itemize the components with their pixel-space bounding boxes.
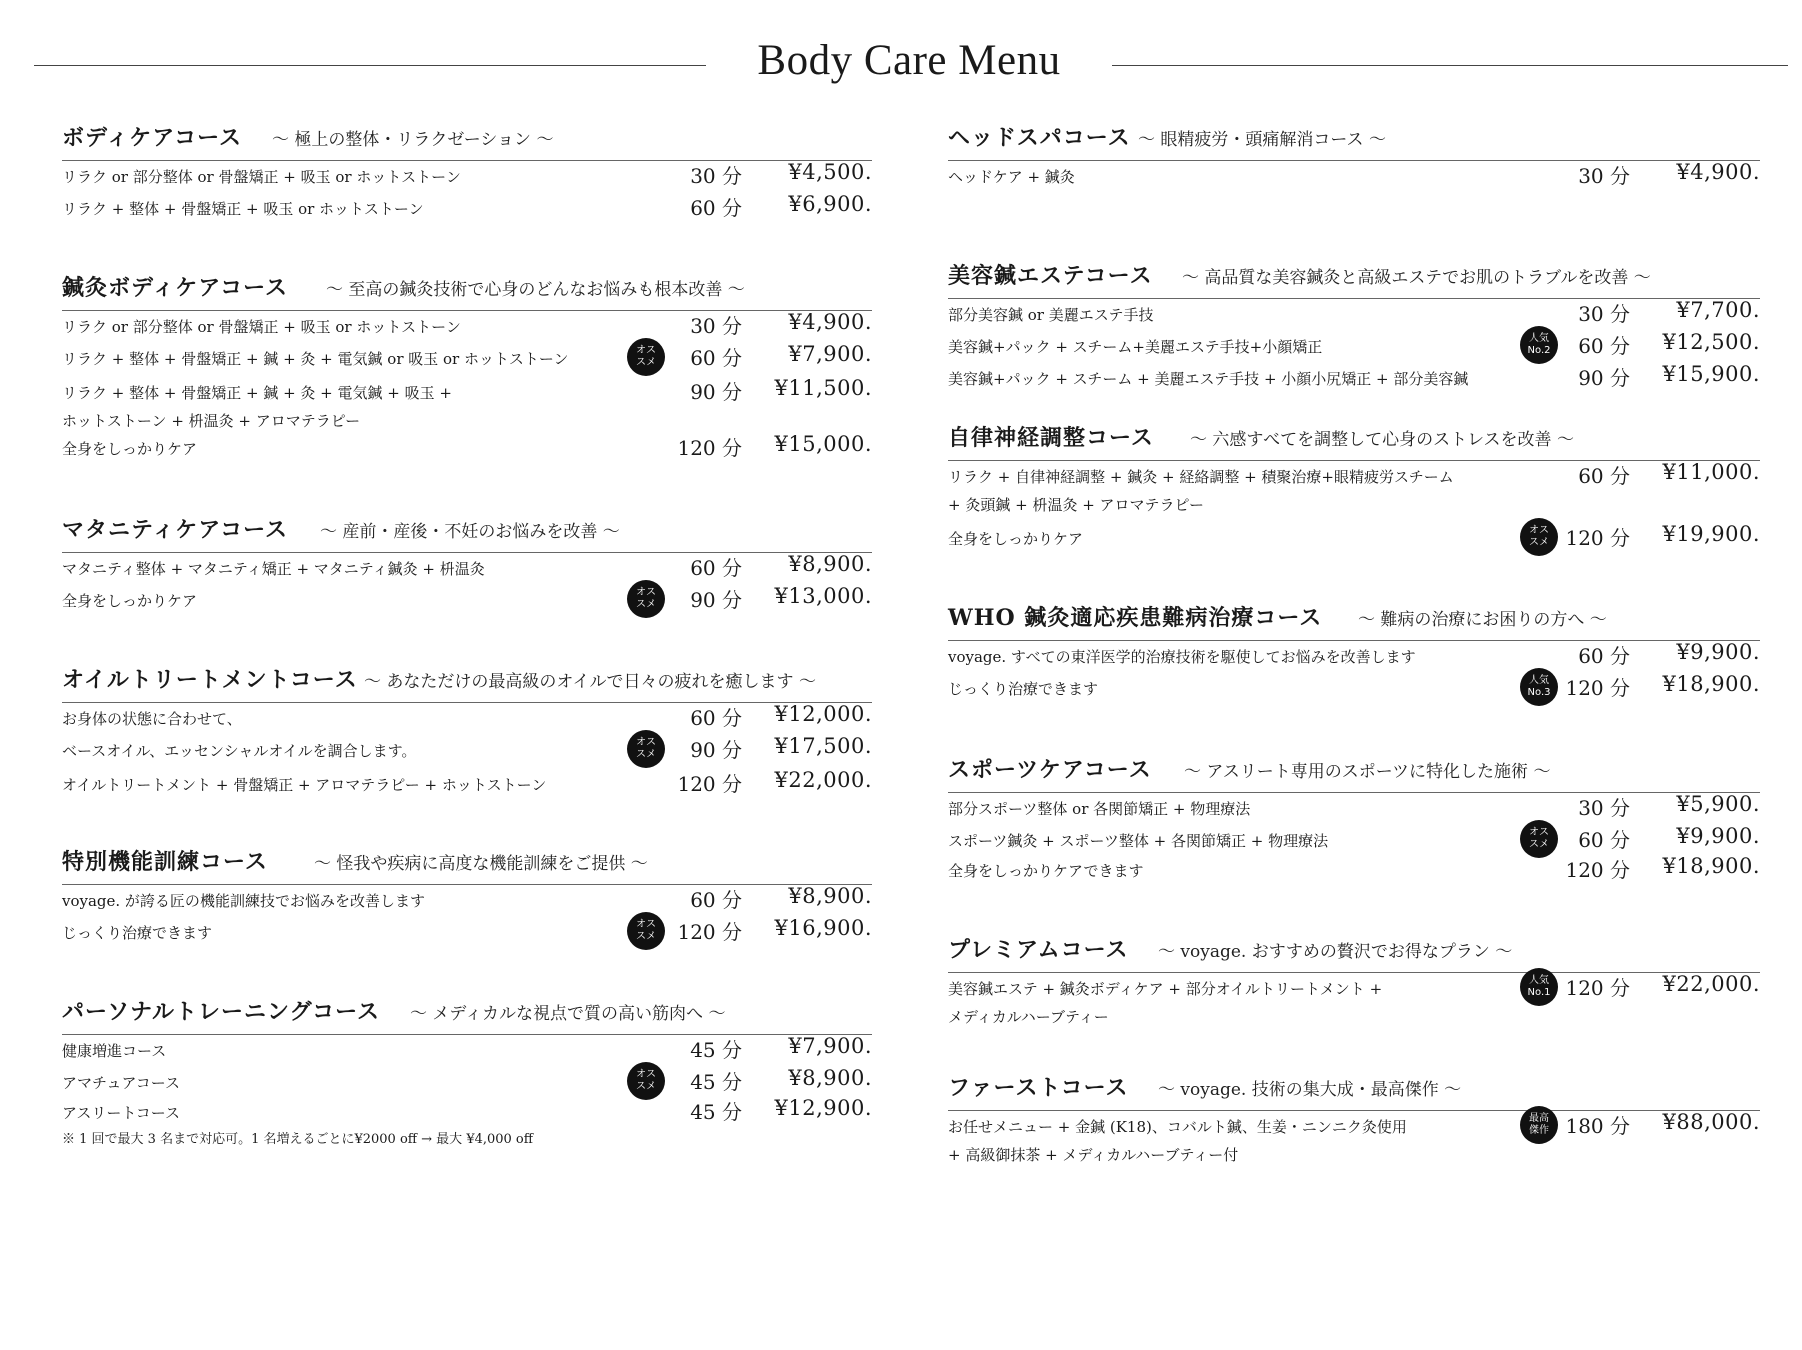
item-price: ¥17,500. xyxy=(774,734,872,758)
section-header xyxy=(62,992,872,1035)
section-header xyxy=(948,598,1760,641)
item-description: お身体の状態に合わせて、 xyxy=(62,710,242,728)
menu-item xyxy=(948,850,1760,884)
item-price: ¥12,000. xyxy=(774,702,872,726)
item-description: 全身をしっかりケア xyxy=(948,530,1084,548)
item-price: ¥18,900. xyxy=(1662,854,1760,878)
menu-item xyxy=(948,968,1760,1026)
section-header xyxy=(948,750,1760,793)
menu-item xyxy=(62,912,872,946)
item-description: リラク or 部分整体 or 骨盤矯正 + 吸玉 or ホットストーン xyxy=(62,318,461,336)
item-description: 健康増進コース xyxy=(62,1042,167,1060)
item-price: ¥12,500. xyxy=(1662,330,1760,354)
page-title: Body Care Menu xyxy=(757,37,1061,84)
menu-item xyxy=(62,1092,872,1126)
menu-item xyxy=(62,548,872,582)
badge-text: スメ xyxy=(1529,839,1549,850)
section-subtitle: 〜 産前・産後・不妊のお悩みを改善 〜 xyxy=(320,522,620,542)
item-duration: 45 分 xyxy=(690,1038,742,1062)
section-subtitle: 〜 怪我や疾病に高度な機能訓練をご提供 〜 xyxy=(314,854,648,874)
badge-text: 人気 xyxy=(1529,975,1549,986)
badge-text: 人気 xyxy=(1529,333,1549,344)
section-header xyxy=(62,268,872,311)
item-price: ¥8,900. xyxy=(788,552,872,576)
section-header xyxy=(62,510,872,553)
menu-item xyxy=(948,294,1760,328)
item-duration: 90 分 xyxy=(690,738,742,762)
item-description-line2: + 高級御抹茶 + メディカルハーブティー付 xyxy=(948,1146,1239,1164)
menu-item xyxy=(948,788,1760,822)
item-duration: 120 分 xyxy=(677,772,742,796)
recommend-badge xyxy=(627,912,665,950)
menu-section xyxy=(62,992,872,1147)
badge-text: スメ xyxy=(636,1081,656,1092)
item-price: ¥22,000. xyxy=(1662,972,1760,996)
badge-text: No.2 xyxy=(1527,345,1551,356)
item-description: マタニティ整体 + マタニティ矯正 + マタニティ鍼灸 + 枡温灸 xyxy=(62,560,485,578)
badge-text: No.1 xyxy=(1527,987,1551,998)
item-price: ¥88,000. xyxy=(1662,1110,1760,1134)
menu-item xyxy=(62,428,872,462)
menu-item xyxy=(948,518,1760,552)
section-title: オイルトリートメントコース xyxy=(62,667,358,693)
item-price: ¥4,500. xyxy=(788,160,872,184)
item-description: オイルトリートメント + 骨盤矯正 + アロマテラピー + ホットストーン xyxy=(62,776,547,794)
header-rule-right xyxy=(1112,65,1788,66)
item-duration: 60 分 xyxy=(690,346,742,370)
menu-item xyxy=(62,156,872,190)
section-title: プレミアムコース xyxy=(948,937,1129,963)
badge-text: オス xyxy=(636,737,656,748)
item-price: ¥18,900. xyxy=(1662,672,1760,696)
menu-section xyxy=(62,660,872,796)
menu-item xyxy=(62,698,872,732)
item-description: お任せメニュー + 金鍼 (K18)、コバルト鍼、生姜・ニンニク灸使用 xyxy=(948,1118,1407,1136)
item-description: ヘッドケア + 鍼灸 xyxy=(948,168,1075,186)
item-description-line2: + 灸頭鍼 + 枡温灸 + アロマテラピー xyxy=(948,496,1204,514)
section-title: ファーストコース xyxy=(948,1075,1129,1101)
item-duration: 120 分 xyxy=(1565,858,1630,882)
item-duration: 90 分 xyxy=(1578,366,1630,390)
menu-section xyxy=(948,1068,1760,1164)
menu-section xyxy=(62,842,872,944)
section-title: 美容鍼エステコース xyxy=(948,263,1153,289)
section-header xyxy=(948,256,1760,299)
page-header xyxy=(0,0,1802,110)
section-subtitle: 〜 voyage. おすすめの贅沢でお得なプラン 〜 xyxy=(1158,942,1513,962)
badge-text: スメ xyxy=(636,749,656,760)
item-description: 美容鍼エステ + 鍼灸ボディケア + 部分オイルトリートメント + xyxy=(948,980,1383,998)
section-header xyxy=(948,1068,1760,1111)
item-price: ¥13,000. xyxy=(774,584,872,608)
item-price: ¥5,900. xyxy=(1676,792,1760,816)
menu-item xyxy=(948,358,1760,392)
item-duration: 30 分 xyxy=(690,314,742,338)
section-subtitle: 〜 眼精疲労・頭痛解消コース 〜 xyxy=(1138,130,1386,150)
badge-text: オス xyxy=(636,919,656,930)
item-description: voyage. が誇る匠の機能訓練技でお悩みを改善します xyxy=(62,892,425,910)
recommend-badge xyxy=(1520,1106,1558,1144)
menu-section xyxy=(948,750,1760,882)
section-subtitle: 〜 あなただけの最高級のオイルで日々の疲れを癒します 〜 xyxy=(364,672,816,692)
item-duration: 30 分 xyxy=(1578,796,1630,820)
menu-item xyxy=(62,880,872,914)
item-price: ¥19,900. xyxy=(1662,522,1760,546)
menu-item xyxy=(948,820,1760,854)
item-duration: 30 分 xyxy=(1578,302,1630,326)
badge-text: スメ xyxy=(1529,537,1549,548)
item-price: ¥11,000. xyxy=(1662,460,1760,484)
badge-text: オス xyxy=(636,345,656,356)
item-duration: 60 分 xyxy=(690,556,742,580)
menu-section xyxy=(62,268,872,460)
badge-text: No.3 xyxy=(1527,687,1551,698)
item-price: ¥9,900. xyxy=(1676,640,1760,664)
item-price: ¥7,700. xyxy=(1676,298,1760,322)
section-subtitle: 〜 メディカルな視点で質の高い筋肉へ 〜 xyxy=(410,1004,726,1024)
section-header xyxy=(948,930,1760,973)
item-description: アスリートコース xyxy=(62,1104,181,1122)
menu-item xyxy=(62,1030,872,1064)
item-duration: 60 分 xyxy=(1578,644,1630,668)
section-title: ボディケアコース xyxy=(62,125,243,151)
menu-section xyxy=(948,256,1760,390)
item-duration: 60 分 xyxy=(1578,828,1630,852)
item-duration: 60 分 xyxy=(690,196,742,220)
badge-text: スメ xyxy=(636,599,656,610)
section-header xyxy=(62,842,872,885)
badge-text: 人気 xyxy=(1529,675,1549,686)
menu-section xyxy=(948,118,1760,188)
section-title: ヘッドスパコース xyxy=(948,125,1131,151)
item-price: ¥12,900. xyxy=(774,1096,872,1120)
item-price: ¥15,000. xyxy=(774,432,872,456)
item-duration: 90 分 xyxy=(690,588,742,612)
section-title: 自律神経調整コース xyxy=(948,425,1154,451)
section-title: マタニティケアコース xyxy=(62,517,289,543)
section-subtitle: 〜 難病の治療にお困りの方へ 〜 xyxy=(1358,610,1607,630)
item-description: じっくり治療できます xyxy=(62,924,213,942)
menu-item xyxy=(62,188,872,222)
section-title: 鍼灸ボディケアコース xyxy=(62,275,289,301)
item-description: ベースオイル、エッセンシャルオイルを調合します。 xyxy=(62,742,417,760)
item-price: ¥15,900. xyxy=(1662,362,1760,386)
recommend-badge xyxy=(1520,518,1558,556)
item-description: じっくり治療できます xyxy=(948,680,1099,698)
badge-text: スメ xyxy=(636,931,656,942)
item-price: ¥11,500. xyxy=(774,376,872,400)
badge-text: オス xyxy=(1529,827,1549,838)
item-description: リラク + 整体 + 骨盤矯正 + 鍼 + 灸 + 電気鍼 or 吸玉 or ホットストーン xyxy=(62,350,569,368)
item-duration: 90 分 xyxy=(690,380,742,404)
section-title: 特別機能訓練コース xyxy=(62,849,268,875)
recommend-badge xyxy=(627,338,665,376)
item-description: リラク + 整体 + 骨盤矯正 + 吸玉 or ホットストーン xyxy=(62,200,424,218)
item-duration: 30 分 xyxy=(1578,164,1630,188)
badge-text: オス xyxy=(1529,525,1549,536)
menu-item xyxy=(948,156,1760,190)
item-duration: 120 分 xyxy=(677,436,742,460)
section-subtitle: 〜 アスリート専用のスポーツに特化した施術 〜 xyxy=(1184,762,1551,782)
item-price: ¥4,900. xyxy=(1676,160,1760,184)
item-duration: 120 分 xyxy=(1565,976,1630,1000)
item-duration: 60 分 xyxy=(1578,334,1630,358)
recommend-badge xyxy=(1520,968,1558,1006)
badge-text: オス xyxy=(636,1069,656,1080)
item-price: ¥22,000. xyxy=(774,768,872,792)
section-title: WHO 鍼灸適応疾患難病治療コース xyxy=(948,605,1323,631)
item-price: ¥16,900. xyxy=(774,916,872,940)
section-header xyxy=(62,118,872,161)
menu-item xyxy=(948,668,1760,702)
menu-item xyxy=(62,372,872,430)
item-description: 全身をしっかりケアできます xyxy=(948,862,1144,880)
menu-section xyxy=(62,118,872,220)
badge-text: 最高 xyxy=(1529,1113,1549,1124)
item-duration: 45 分 xyxy=(690,1070,742,1094)
item-price: ¥7,900. xyxy=(788,342,872,366)
menu-item xyxy=(948,1106,1760,1164)
menu-item xyxy=(62,338,872,372)
item-price: ¥8,900. xyxy=(788,884,872,908)
section-subtitle: 〜 voyage. 技術の集大成・最高傑作 〜 xyxy=(1158,1080,1462,1100)
menu-section xyxy=(948,598,1760,700)
item-price: ¥7,900. xyxy=(788,1034,872,1058)
item-duration: 60 分 xyxy=(690,888,742,912)
item-duration: 120 分 xyxy=(1565,676,1630,700)
badge-text: 傑作 xyxy=(1529,1125,1549,1136)
menu-item xyxy=(62,306,872,340)
item-duration: 45 分 xyxy=(690,1100,742,1124)
item-duration: 60 分 xyxy=(690,706,742,730)
header-rule-left xyxy=(34,65,706,66)
item-description: リラク + 自律神経調整 + 鍼灸 + 経絡調整 + 積聚治療+眼精疲労スチーム xyxy=(948,468,1454,486)
item-price: ¥6,900. xyxy=(788,192,872,216)
item-price: ¥8,900. xyxy=(788,1066,872,1090)
section-header xyxy=(948,118,1760,161)
section-subtitle: 〜 極上の整体・リラクゼーション 〜 xyxy=(272,130,554,150)
section-title: スポーツケアコース xyxy=(948,757,1152,783)
section-header xyxy=(948,418,1760,461)
recommend-badge xyxy=(627,730,665,768)
item-duration: 120 分 xyxy=(1565,526,1630,550)
item-description: スポーツ鍼灸 + スポーツ整体 + 各関節矯正 + 物理療法 xyxy=(948,832,1329,850)
menu-section xyxy=(948,930,1760,1026)
recommend-badge xyxy=(1520,668,1558,706)
menu-section xyxy=(948,418,1760,550)
section-subtitle: 〜 高品質な美容鍼灸と高級エステでお肌のトラブルを改善 〜 xyxy=(1182,268,1651,288)
item-duration: 180 分 xyxy=(1565,1114,1630,1138)
item-description-line2: メディカルハーブティー xyxy=(948,1008,1109,1026)
item-description: リラク or 部分整体 or 骨盤矯正 + 吸玉 or ホットストーン xyxy=(62,168,461,186)
item-description: 全身をしっかりケア xyxy=(62,440,198,458)
section-header xyxy=(62,660,872,703)
menu-item xyxy=(62,764,872,798)
section-note: ※ 1 回で最大 3 名まで対応可。1 名増えるごとに¥2000 off → 最大 ¥4,000 off xyxy=(62,1132,533,1147)
item-description: 美容鍼+パック + スチーム+美麗エステ手技+小顔矯正 xyxy=(948,338,1323,356)
menu-item xyxy=(62,580,872,614)
item-price: ¥4,900. xyxy=(788,310,872,334)
badge-text: オス xyxy=(636,587,656,598)
item-duration: 30 分 xyxy=(690,164,742,188)
item-description: voyage. すべての東洋医学的治療技術を駆使してお悩みを改善します xyxy=(948,648,1416,666)
item-duration: 120 分 xyxy=(677,920,742,944)
menu-item xyxy=(948,456,1760,514)
item-price: ¥9,900. xyxy=(1676,824,1760,848)
section-title: パーソナルトレーニングコース xyxy=(62,999,381,1025)
item-description: アマチュアコース xyxy=(62,1074,181,1092)
menu-item xyxy=(948,326,1760,360)
item-description: リラク + 整体 + 骨盤矯正 + 鍼 + 灸 + 電気鍼 + 吸玉 + xyxy=(62,384,452,402)
item-duration: 60 分 xyxy=(1578,464,1630,488)
item-description: 全身をしっかりケア xyxy=(62,592,198,610)
recommend-badge xyxy=(627,580,665,618)
section-subtitle: 〜 至高の鍼灸技術で心身のどんなお悩みも根本改善 〜 xyxy=(326,280,745,300)
item-description: 部分美容鍼 or 美麗エステ手技 xyxy=(948,306,1154,324)
menu-item xyxy=(62,1062,872,1096)
item-description: 美容鍼+パック + スチーム + 美麗エステ手技 + 小顔小尻矯正 + 部分美容鍼 xyxy=(948,370,1469,388)
menu-section xyxy=(62,510,872,612)
item-description-line2: ホットストーン + 枡温灸 + アロマテラピー xyxy=(62,412,361,430)
menu-item xyxy=(62,730,872,764)
badge-text: スメ xyxy=(636,357,656,368)
menu-item xyxy=(948,636,1760,670)
item-description: 部分スポーツ整体 or 各関節矯正 + 物理療法 xyxy=(948,800,1251,818)
section-subtitle: 〜 六感すべてを調整して心身のストレスを改善 〜 xyxy=(1190,430,1574,450)
